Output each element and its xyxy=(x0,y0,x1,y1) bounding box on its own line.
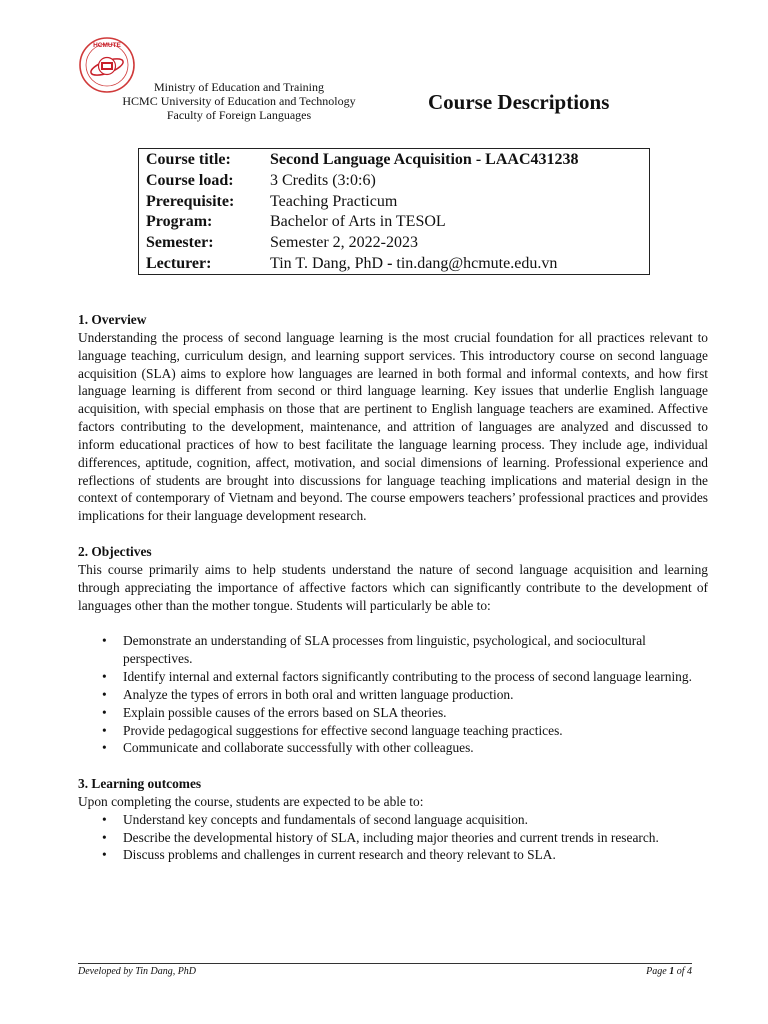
bullet-icon: • xyxy=(102,633,107,649)
lecturer-value xyxy=(270,255,649,273)
prerequisite-value: Teaching Practicum xyxy=(270,192,398,210)
course-load-row xyxy=(139,171,649,192)
overview-paragraph: Understanding the process of second language learning is the most crucial foundation for all practices relevant to language teaching, curriculum design, and learning support services. This introductory course on second language acquisition (SLA) aims to explore how languages are learned in both formal and informal contexts, and how first language learning is different from second or third language learning. Key issues that underlie English language acquisition, with special emphasis on those that are pertinent to English language teachers are examined. Affective factors contributing to the development, maintenance, and attrition of languages are analyzed and discussed to inform educational practices of how to best facilitate the language learning process. They include age, individual differences, aptitude, cognition, affect, motivation, and social dimensions of learning. Professional experience and reflections of students are brought into discussions for language teaching implications and material design in the context of contemporary of Vietnam and beyond. The course empowers teachers’ professional practices and provides implications for their language development research. xyxy=(78,329,708,524)
list-item: • Provide pedagogical suggestions for effective second language teaching practices. xyxy=(102,722,563,738)
bullet-icon: • xyxy=(102,704,107,720)
prerequisite-label: Prerequisite: xyxy=(146,192,235,210)
ministry-name: Ministry of Education and Training xyxy=(154,80,324,94)
bullet-icon: • xyxy=(102,722,107,738)
program-row xyxy=(139,212,649,233)
course-load-value: 3 Credits (3:0:6) xyxy=(270,172,376,190)
outcomes-heading: 3. Learning outcomes xyxy=(78,776,202,792)
course-info-table xyxy=(138,148,650,275)
prerequisite-row xyxy=(139,191,649,212)
faculty-name: Faculty of Foreign Languages xyxy=(166,108,312,122)
list-item: • Describe the developmental history of SLA, including major theories and current trends in research. xyxy=(102,829,659,845)
course-load-label: Course load: xyxy=(146,172,234,190)
lecturer-email: tin.dang@hcmute.edu.vn xyxy=(396,254,558,272)
semester-value: Semester 2, 2022-2023 xyxy=(270,234,418,252)
lecturer-row xyxy=(139,253,649,274)
page-number: Page 1 of 4 xyxy=(646,966,692,977)
objectives-heading: 2. Objectives xyxy=(78,543,152,559)
bullet-icon: • xyxy=(102,740,107,756)
semester-row xyxy=(139,233,649,254)
list-item: • Understand key concepts and fundamentals of second language acquisition. xyxy=(102,811,528,827)
overview-heading: 1. Overview xyxy=(78,312,147,327)
document-title: Course Descriptions xyxy=(428,90,610,114)
course-title-label: Course title: xyxy=(146,151,231,169)
list-item: • Discuss problems and challenges in current research and theory relevant to SLA. xyxy=(102,847,556,863)
lecturer-label: Lecturer: xyxy=(146,254,212,272)
objectives-intro: This course primarily aims to help students understand the nature of second language acquisition and learning through appreciating the importance of affective factors which can significantly contribute to the development of languages other than the mother tongue. Students will particularly be able to: xyxy=(78,561,708,613)
list-item: • Identify internal and external factors significantly contributing to the process of second language learning. xyxy=(102,669,692,685)
course-title-value: Second Language Acquisition - LAAC431238 xyxy=(270,151,579,169)
logo-text: HCMUTE xyxy=(93,42,121,49)
bullet-icon: • xyxy=(102,829,107,845)
outcomes-intro: Upon completing the course, students are expected to be able to: xyxy=(78,793,424,809)
university-name: HCMC University of Education and Technology xyxy=(122,94,356,108)
bullet-icon: • xyxy=(102,686,107,702)
lecturer-name: Tin T. Dang, PhD xyxy=(270,254,384,272)
list-item: • Explain possible causes of the errors based on SLA theories. xyxy=(102,704,447,720)
lecturer-separator: - xyxy=(383,254,397,272)
list-item: • Communicate and collaborate successfully with other colleagues. xyxy=(102,740,474,756)
page-current: 1 xyxy=(669,966,675,977)
list-item: • Demonstrate an understanding of SLA processes from linguistic, psychological, and sociocultural perspectives. xyxy=(102,633,646,667)
page-total: 4 xyxy=(687,966,692,977)
institution-block xyxy=(108,80,370,122)
document-body xyxy=(78,311,708,864)
bullet-icon: • xyxy=(102,847,107,863)
list-item: • Analyze the types of errors in both oral and written language production. xyxy=(102,686,514,702)
footer-author: Developed by Tin Dang, PhD xyxy=(78,966,197,977)
program-value: Bachelor of Arts in TESOL xyxy=(270,213,446,231)
outcomes-list xyxy=(78,811,708,865)
footer-divider xyxy=(78,963,692,964)
semester-label: Semester: xyxy=(146,234,214,252)
course-title-row xyxy=(139,150,649,171)
bullet-icon: • xyxy=(102,669,107,685)
program-label: Program: xyxy=(146,213,213,231)
bullet-icon: • xyxy=(102,811,107,827)
objectives-list xyxy=(78,632,708,757)
